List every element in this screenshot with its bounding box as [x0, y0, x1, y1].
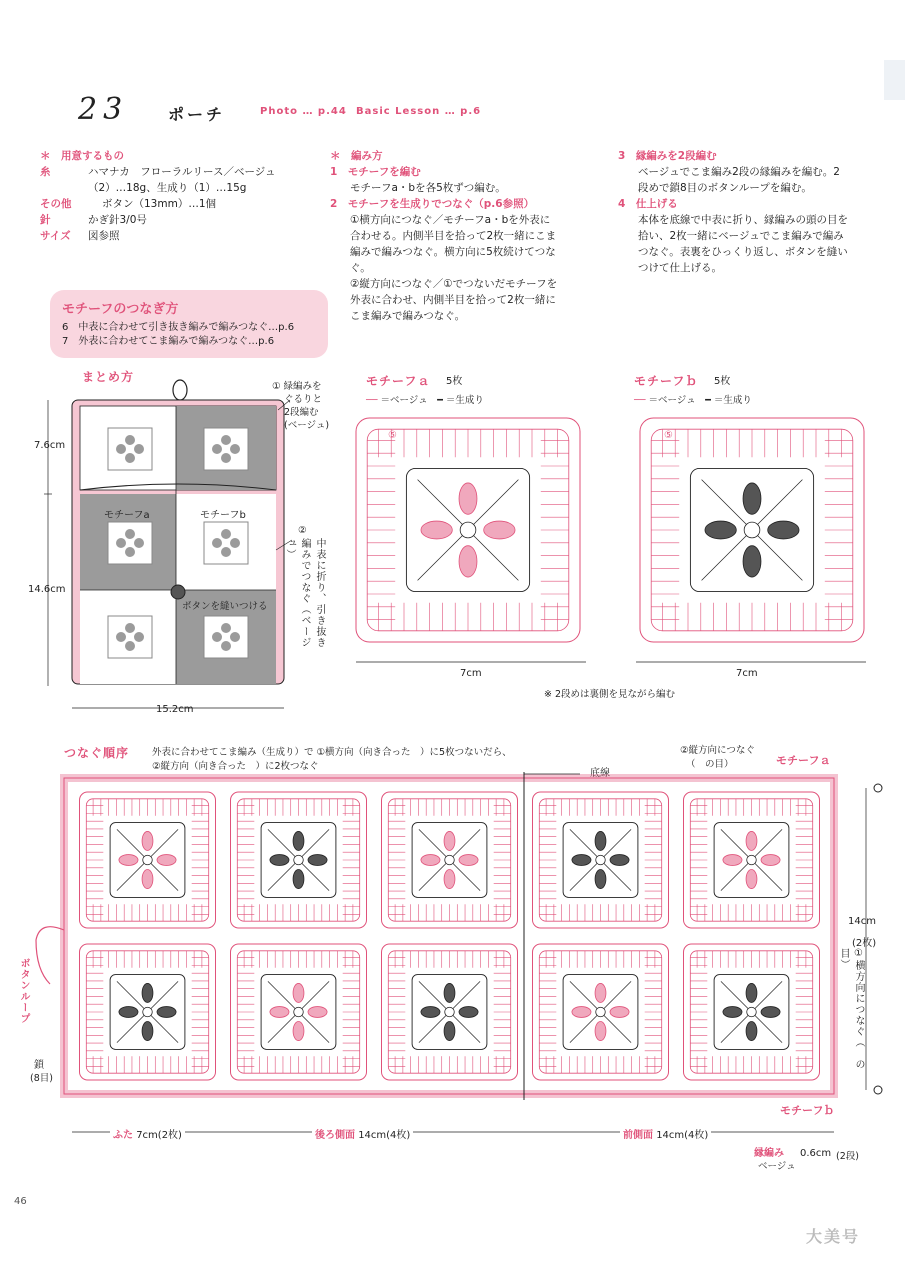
step-4-line: 拾い、2枚一緒にベージュでこま編みで編み: [638, 230, 844, 242]
joined-motif: [231, 944, 367, 1080]
page-corner: [884, 60, 905, 100]
step-4-line: つけて仕上げる。: [638, 262, 722, 274]
edge-label: 縁編み: [754, 1148, 784, 1159]
legend-beige: ＝ベージュ: [380, 395, 428, 406]
order-height-dim: 14cm: [848, 916, 876, 927]
legend-natural: ＝生成り: [445, 395, 484, 406]
motif-a-legend: ── ＝ベージュ ━ ＝生成り: [366, 395, 484, 406]
step-4-line: つなぐ。表裏をひっくり返し、ボタンを縫い: [638, 246, 848, 258]
summary-heading: まとめ方: [82, 370, 135, 384]
legend-natural: ＝生成り: [713, 395, 752, 406]
legend-beige: ＝ベージュ: [648, 395, 696, 406]
back-size: 14cm(4枚): [358, 1130, 411, 1141]
dim-height-total: 14.6cm: [28, 584, 66, 595]
page-title: ポーチ: [168, 105, 226, 124]
vertical-join-note-2: （ の目）: [686, 759, 734, 770]
step-3-line: ベージュでこま編み2段の縁編みを編む。2: [638, 166, 840, 178]
flap-size: 7cm(2枚): [136, 1130, 182, 1141]
other-value: ボタン（13mm）…1個: [102, 198, 216, 210]
page-number: 46: [14, 1196, 27, 1207]
joined-motif: [533, 944, 669, 1080]
chain-label: 鎖: [34, 1060, 44, 1071]
yarn-label: 糸: [40, 166, 51, 178]
step-number: 2: [330, 198, 338, 210]
motif-b-title: モチーフｂ: [634, 374, 699, 388]
photo-reference: Photo … p.44: [260, 106, 347, 117]
step-1-title: モチーフを編む: [347, 166, 421, 178]
step-number: 3: [618, 150, 626, 162]
step-2-line: 編みで編みつなぐ。横方向に5枚続けてつな: [350, 246, 556, 258]
back-label: 後ろ側面: [315, 1130, 355, 1141]
order-motif-b-label: モチーフｂ: [780, 1104, 835, 1117]
summary-motif-a-label: モチーフa: [104, 510, 150, 521]
watermark: 大美号: [806, 1227, 861, 1246]
dim-width: 15.2cm: [156, 704, 194, 715]
motif-a-chart: [346, 412, 596, 672]
step-2-title: モチーフを生成りでつなぐ（p.6参照）: [347, 198, 535, 210]
motif-b-chart: [626, 412, 876, 672]
materials-heading: 用意するもの: [61, 150, 124, 162]
step-1-text: モチーフa・bを各5枚ずつ編む。: [350, 182, 506, 194]
front-dim: [620, 1126, 711, 1141]
back-dim: [312, 1126, 413, 1141]
yarn-line-1: ハマナカ フローラルリース／ベージュ: [88, 166, 276, 178]
step-3-title: 縁編みを2段編む: [635, 150, 717, 162]
front-label: 前側面: [623, 1130, 653, 1141]
motif-a-title: モチーフａ: [366, 374, 431, 388]
flap-label: ふた: [113, 1130, 133, 1141]
button-loop-label: ボタンループ: [18, 958, 29, 1024]
edge-rows: (2段): [836, 1151, 859, 1162]
joined-motif: [382, 944, 518, 1080]
order-height-count: (2枚): [852, 938, 877, 949]
order-line-1: 外表に合わせてこま編み（生成り）で ①横方向（向き合った ）に5枚つないだら、: [152, 747, 512, 758]
join-box-title: モチーフのつなぎ方: [62, 302, 179, 317]
dim-height-top: 7.6cm: [34, 440, 66, 451]
flower-motif-icon: [204, 522, 248, 564]
step-2-line: ①横方向につなぐ／モチーフa・bを外表に: [350, 214, 551, 226]
summary-motif-b-label: モチーフb: [200, 510, 246, 521]
front-size: 14cm(4枚): [656, 1130, 709, 1141]
size-value: 図参照: [88, 230, 120, 242]
button-icon: [171, 585, 185, 599]
size-label: サイズ: [40, 230, 71, 242]
motif-b-count: 5枚: [714, 376, 731, 387]
step-3-line: 段めで鎖8目のボタンループを編む。: [638, 182, 812, 194]
step-2-line: ぐ。: [350, 262, 371, 274]
edge-color: ベージュ: [758, 1161, 796, 1172]
yarn-line-2: （2）…18g、生成り（1）…15g: [88, 182, 247, 194]
motif-b-dim: 7cm: [736, 668, 758, 679]
chain-count: (8目): [30, 1073, 53, 1084]
bottom-line-label: 底線: [590, 768, 610, 779]
step-2-line: 合わせる。内側半目を拾って2枚一緒にこま: [350, 230, 557, 242]
star-bullet: ＊: [40, 150, 51, 162]
joined-motif: [533, 792, 669, 928]
order-line-2: ②縦方向（向き合った ）に2枚つなぐ: [152, 761, 319, 772]
join-box-line-2: 7 外表に合わせてこま編みで編みつなぐ…p.6: [62, 336, 275, 347]
joined-motif: [231, 792, 367, 928]
step-4-line: 本体を底線で中表に折り、縁編みの頭の目を: [638, 214, 848, 226]
vertical-join-note-1: ②縦方向につなぐ: [680, 745, 755, 756]
joined-motif: [382, 792, 518, 928]
summary-note-2: 中表に折り、引き抜き編みでつなぐ（ベージュ）: [284, 538, 325, 648]
joined-motif: [80, 792, 216, 928]
joined-motif: [684, 944, 820, 1080]
motif-a-round-label: ⑤: [388, 430, 397, 441]
steps-heading: 編み方: [351, 150, 383, 162]
flower-motif-icon: [204, 616, 248, 658]
lesson-reference: Basic Lesson … p.6: [356, 106, 482, 117]
motif-b-round-label: ⑤: [664, 430, 673, 441]
flower-motif-icon: [204, 428, 248, 470]
horizontal-join-note: ①横方向につなぐ（ の目）: [838, 948, 864, 1070]
summary-button-label: ボタンを縫いつける: [182, 601, 268, 612]
wrong-side-note: ※ 2段めは裏側を見ながら編む: [544, 689, 676, 700]
needle-value: かぎ針3/0号: [88, 214, 147, 226]
motif-a-dim: 7cm: [460, 668, 482, 679]
flower-motif-icon: [108, 428, 152, 470]
joined-motif: [80, 944, 216, 1080]
star-bullet: ＊: [330, 150, 341, 162]
order-motif-a-label: モチーフａ: [776, 754, 831, 767]
joined-motif: [684, 792, 820, 928]
joining-diagram: [0, 770, 905, 1150]
summary-note-1: ① 緑編みを ぐるりと 2段編む (ベージュ): [272, 381, 330, 431]
step-number: 1: [330, 166, 338, 178]
edge-dim: 0.6cm: [800, 1148, 832, 1159]
step-2-line: 外表に合わせ、内側半目を拾って2枚一緒に: [350, 294, 556, 306]
join-method-box: [50, 290, 328, 358]
other-label: その他: [40, 198, 72, 210]
step-2-line: ②縦方向につなぐ／①でつないだモチーフを: [350, 278, 558, 290]
step-2-line: こま編みで編みつなぐ。: [350, 310, 466, 322]
order-heading: つなぐ順序: [64, 746, 130, 760]
flower-motif-icon: [108, 616, 152, 658]
needle-label: 針: [40, 214, 51, 226]
steps-block-1: [330, 148, 600, 324]
join-box-line-1: 6 中表に合わせて引き抜き編みで編みつなぐ…p.6: [62, 322, 295, 333]
summary-note-2-number: ②: [298, 525, 307, 536]
steps-block-2: [618, 148, 888, 276]
materials-block: [40, 148, 310, 244]
pattern-number: 23: [78, 92, 129, 127]
motif-b-legend: ── ＝ベージュ ━ ＝生成り: [634, 395, 752, 406]
motif-a-count: 5枚: [446, 376, 463, 387]
step-number: 4: [618, 198, 626, 210]
step-4-title: 仕上げる: [635, 198, 678, 210]
flap-dim: [110, 1126, 185, 1141]
flower-motif-icon: [108, 522, 152, 564]
